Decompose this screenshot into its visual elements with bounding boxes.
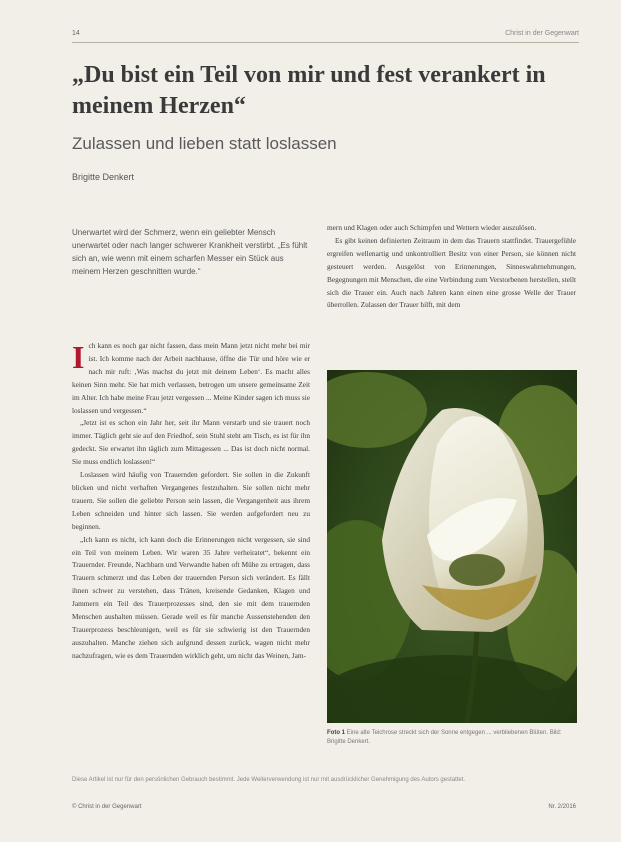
drop-cap: I [72, 340, 85, 375]
article-title: „Du bist ein Teil von mir und fest verankert in meinem Herzen“ [72, 62, 546, 119]
footer-left: © Christ in der Gegenwart [72, 804, 142, 810]
photo-caption [327, 729, 577, 747]
body-paragraph: „Ich kann es nicht, ich kann doch die Erinnerungen nicht vergessen, sie sind ein Teil von meinem Leben. Wir waren 35 Jahre verheiratet“, bekennt ein Trauernder. Freunde, Nachbarn und Verwandte haben oft Mühe zu ertragen, dass Trauern schmerzt und das Leben der trauernden Person sich verändert. Es fällt ihnen schwer zu verstehen, dass Tränen, kreisende Gedanken, Klagen und Jammern ein Teil des Trauerprozesses sind, den sie mit dem trauernden Menschen aushalten müssen. Gerade weil es für manche Aussenstehenden den Trauerprozess beschleunigen, weil es für sie schwierig ist den Trauernden auszuhalten. Manche ziehen sich aufgrund dessen zurück, wagen nicht mehr nachzufragen, wie es dem Trauernden wirklich geht, um nicht das Weinen, Jam- [72, 534, 310, 660]
author-byline: Brigitte Denkert [72, 172, 135, 182]
body-column-left [72, 340, 310, 753]
section-label: Christ in der Gegenwart [505, 30, 579, 37]
caption-label: Foto 1 [327, 730, 345, 736]
footer-right: Nr. 2/2016 [548, 804, 576, 810]
body-paragraph: Loslassen wird häufig von Trauernden gefordert. Sie sollen in die Zukunft blicken und nicht verhaften Vergangenes festzuhalten. Sie sollen nicht mehr trauern. Sie sollen die geliebte Person sein lassen, die Vergangenheit aus ihrem Leben schneiden und hinter sich lassen. Sie werden aufgefordert neu zu beginnen. [72, 470, 310, 531]
body-paragraph: Es gibt keinen definierten Zeitraum in dem das Trauern stattfindet. Trauergefühle ergreifen wellenartig und unkontrolliert Besitz von einer Person, sie können nicht gesteuert werden. Ausgelöst von Erinnerungen, Sinneswahrnehmungen, Begegnungen mit Menschen, die eine Verbindung zum Verstorbenen herstellen, stellt sich die Trauer ein. Auch nach Jahren kann einen eine grosse Welle der Trauer überrollen. Zulassen der Trauer hilft, mit dem [327, 235, 576, 310]
water-lily-photo [327, 370, 577, 723]
page-number: 14 [72, 30, 80, 37]
body-paragraph: „Jetzt ist es schon ein Jahr her, seit ihr Mann verstarb und sie trauert noch immer. Täglich geht sie auf den Friedhof, sein Stuhl steht am Tisch, es ist für ihn gedeckt. Sie erwartet ihn täglich zum Mittagessen ... Das ist doch nicht normal. Sie muss endlich loslassen!“ [72, 418, 310, 467]
article-subtitle: Zulassen und lieben statt loslassen [72, 134, 337, 153]
body-paragraph: Ich kann es noch gar nicht fassen, dass mein Mann jetzt nicht mehr bei mir ist. Ich komme nach der Arbeit nachhause, öffne die Tür und höre wie er nach mir ruft: ‚Was machst du jetzt mit deinem Leben‘. Es macht alles keinen Sinn mehr. Sie hat mich verlassen, betrogen um unsere gemeinsame Zeit im Alter. Ich habe meine Frau jetzt vergessen ... Meine Kinder sagen ich muss sie loslassen und vergessen.“ [72, 340, 310, 415]
lead-paragraph: Unerwartet wird der Schmerz, wenn ein geliebter Mensch unerwartet oder nach langer schwerer Krankheit verstirbt. „Es fühlt sich an, wie wenn mit einem scharfen Messer ein Stück aus meinem Herzen geschnitten wurde.“ [72, 228, 308, 276]
caption-text: Eine alte Teichrose streckt sich der Sonne entgegen ... verbliebenen Blüten. Bild: Brigitte Denkert. [327, 730, 562, 745]
body-paragraph: mern und Klagen oder auch Schimpfen und Wettern wieder auszulösen. [327, 223, 537, 232]
body-column-right [327, 222, 576, 348]
copyright-note: Diese Artikel ist nur für den persönlichen Gebrauch bestimmt. Jede Weiterverwendung ist nur mit ausdrücklicher Genehmigung des Autors gestattet. [72, 777, 466, 783]
header-divider [72, 42, 579, 43]
